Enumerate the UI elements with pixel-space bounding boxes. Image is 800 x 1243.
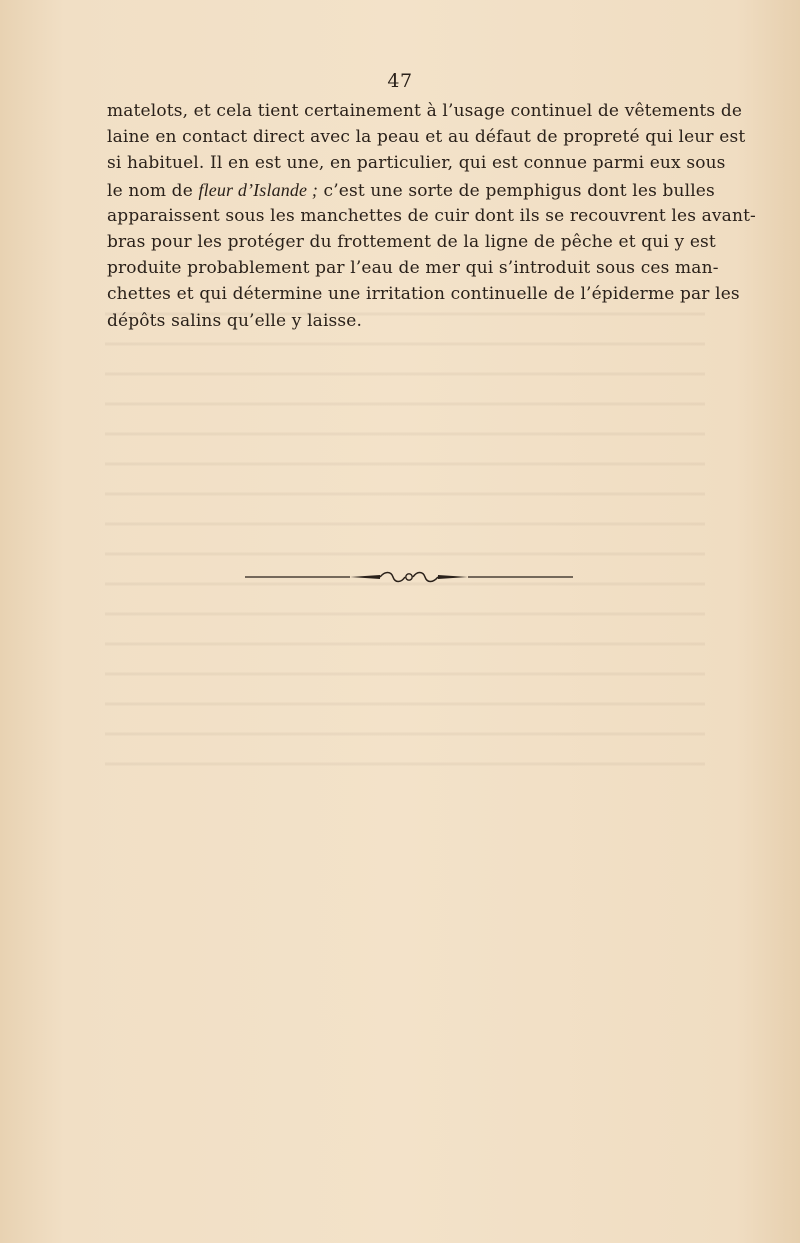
text-line-8: chettes et qui détermine une irritation continuelle de l’épiderme par les [107,284,740,305]
text-line-5: apparaissent sous les manchettes de cuir dont ils se recouvrent les avant- [107,205,756,226]
italic-term: fleur d’Islande ; [198,179,318,200]
text-line-2: laine en contact direct avec la peau et au défaut de propreté qui leur est [107,127,746,148]
bleed-through-texture [105,300,705,780]
text-line-3: si habituel. Il en est une, en particulier, qui est connue parmi eux sous [107,153,726,174]
text-line-4-end: c’est une sorte de pemphigus dont les bulles [318,180,715,201]
text-line-9: dépôts salins qu’elle y laisse. [107,310,363,331]
body-paragraph [107,98,756,334]
page-number: 47 [387,70,413,92]
text-line-4-start: le nom de [107,180,199,201]
decorative-rule-icon [245,566,573,588]
text-line-6: bras pour les protéger du frottement de la ligne de pêche et qui y est [107,231,716,252]
text-line-7: produite probablement par l’eau de mer qui s’introduit sous ces man- [107,258,719,279]
text-line-1: matelots, et cela tient certainement à l’usage continuel de vêtements de [107,101,743,121]
text-line-4 [107,177,715,203]
